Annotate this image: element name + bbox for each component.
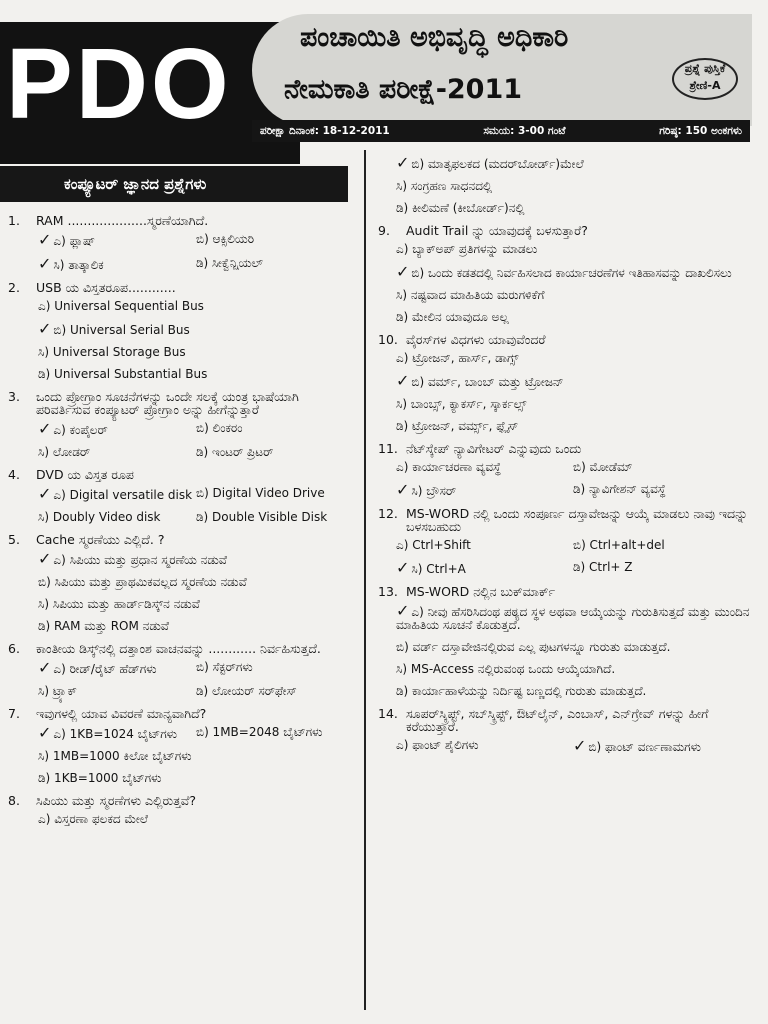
pdo-logo: PDO (6, 28, 232, 140)
tick-mark-icon: ✓ (38, 549, 52, 568)
q2-option-d: ಡಿ) Universal Substantial Bus (38, 367, 208, 381)
q11-options-row2: ✓ ಸಿ) ಬ್ರೌಸರ್ ಡಿ) ನ್ಯಾವಿಗೇಶನ್ ವ್ಯವಸ್ಥೆ (396, 480, 666, 499)
question-14: 14. ಸೂಪರ್‌ಸ್ಕ್ರಿಪ್ಟ್, ಸಬ್‌ಸ್ಕ್ರಿಪ್ಟ್, ಔಟ್‌ಲೈನ್, ಎಂಬಾಸ್, ಎನ್‌ಗ್ರೇವ್ ಗಳನ್ನು ಹೀಗೆ ಕರೆಯುತ್ತಾರೆ. (378, 706, 709, 734)
question-7: 7. ಇವುಗಳಲ್ಲಿ ಯಾವ ವಿವರಣೆ ಮಾನ್ಯವಾಗಿದೆ? (8, 706, 207, 721)
question-8: 8. ಸಿಪಿಯು ಮತ್ತು ಸ್ಮರಣೆಗಳು ಎಲ್ಲಿರುತ್ತವೆ? (8, 793, 196, 808)
q7-option-c: ಸಿ) 1MB=1000 ಕಿಲೋ ಬೈಟ್‌ಗಳು (38, 749, 192, 763)
q10-option-d: ಡಿ) ಟ್ರೋಜನ್, ವರ್ಮ್ಸ್, ಫ್ಲೈಸ್ (396, 419, 519, 433)
column-divider (364, 150, 366, 1010)
tick-mark-icon: ✓ (38, 230, 52, 249)
series-stamp (672, 58, 738, 100)
question-13: 13. MS-WORD ನಲ್ಲಿನ ಬುಕ್‌ಮಾರ್ಕ್ (378, 584, 556, 599)
section-banner: ಕಂಪ್ಯೂಟರ್ ಜ್ಞಾನದ ಪ್ರಶ್ನೆಗಳು (0, 166, 348, 202)
q7-option-d: ಡಿ) 1KB=1000 ಬೈಟ್‌ಗಳು (38, 771, 162, 785)
q4-options-row2: ಸಿ) Doubly Video disk ಡಿ) Double Visible Disk (38, 510, 328, 524)
q3-options-row1: ✓ ಎ) ಕಂಪೈಲರ್ ಬಿ) ಲಿಂಕರಂ (38, 419, 243, 438)
q8-option-d: ಡಿ) ಕೀಲಿಮಣೆ (ಕೀಬೋರ್ಡ್)ನಲ್ಲಿ (396, 201, 525, 215)
question-11: 11. ನೆಟ್‌ಸ್ಕೇಪ್ ನ್ಯಾವಿಗೇಟರ್ ಎನ್ನುವುದು ಒಂದು (378, 441, 582, 456)
q13-option-a: ✓ ಎ) ನೀವು ಹೆಸರಿಸಿದಂಥ ಪಠ್ಯದ ಸ್ಥಳ ಅಥವಾ ಆಯ್ಕೆಯನ್ನು ಗುರುತಿಸುತ್ತದೆ ಮತ್ತು ಮುಂದಿನ ಮಾಹಿತಿಯ ಸೂಚನೆ ಕೊಡುತ್ತದೆ. (396, 601, 750, 632)
q13-option-c: ಸಿ) MS-Access ನಲ್ಲಿರುವಂಥ ಒಂದು ಆಯ್ಕೆಯಾಗಿದೆ. (396, 662, 616, 676)
q5-option-b: ಬಿ) ಸಿಪಿಯು ಮತ್ತು ಪ್ರಾಥಮಿಕವಲ್ಲದ ಸ್ಮರಣೆಯ ನಡುವೆ (38, 575, 247, 589)
q1-options-row2: ✓ ಸಿ) ತಾತ್ಕಾಲಿಕ ಡಿ) ಸೀಕ್ವೆನ್ಷಿಯಲ್ (38, 254, 263, 273)
left-column (8, 214, 354, 835)
q1-options-row1: ✓ ಎ) ಫ್ಲಾಷ್ ಬಿ) ಆಕ್ಸಿಲಿಯರಿ (38, 230, 255, 249)
stamp-line1: ಪ್ರಶ್ನೆ ಪುಸ್ತಿಕೆ (684, 62, 726, 75)
q9-option-a: ಎ) ಬ್ಯಾಕ್‌ಅಪ್ ಪ್ರತಿಗಳನ್ನು ಮಾಡಲು (396, 242, 538, 256)
tick-mark-icon: ✓ (573, 736, 587, 755)
question-4: 4. DVD ಯ ವಿಸ್ತತ ರೂಪ (8, 467, 134, 482)
q9-option-b: ✓ ಬಿ) ಒಂದು ಕಡತದಲ್ಲಿ ನಿರ್ವಹಿಸಲಾದ ಕಾರ್ಯಾಚರಣೆಗಳ ಇತಿಹಾಸವನ್ನು ದಾಖಲಿಸಲು (396, 262, 732, 281)
tick-mark-icon: ✓ (38, 319, 52, 338)
question-6: 6. ಕಾಂತೀಯ ಡಿಸ್ಕ್‌ನಲ್ಲಿ ದತ್ತಾಂಶ ವಾಚನವನ್ನು ............ ನಿರ್ವಹಿಸುತ್ತದೆ. (8, 641, 321, 656)
q4-options-row1: ✓ ಎ) Digital versatile disk ಬಿ) Digital Video Drive (38, 484, 325, 503)
q9-option-c: ಸಿ) ನಷ್ಟವಾದ ಮಾಹಿತಿಯ ಮರುಗಳಿಕೆಗೆ (396, 288, 545, 302)
exam-info-strip (252, 120, 750, 142)
q13-option-d: ಡಿ) ಕಾರ್ಯಾಹಾಳೆಯನ್ನು ನಿರ್ದಿಷ್ಟ ಬಣ್ಣದಲ್ಲಿ ಗುರುತು ಮಾಡುತ್ತದೆ. (396, 684, 647, 698)
exam-subtitle: ನೇಮಕಾತಿ ಪರೀಕ್ಷೆ-2011 (284, 74, 523, 105)
q6-options-row2: ಸಿ) ಟ್ರ್ಯಾಕ್ ಡಿ) ಲೋಯರ್ ಸರ್‌ಫೇಸ್ (38, 684, 297, 698)
question-10: 10. ವೈರಸ್‌ಗಳ ವಿಧಗಳು ಯಾವುವೆಂದರೆ (378, 332, 546, 347)
tick-mark-icon: ✓ (38, 254, 52, 273)
q8-option-b: ✓ ಬಿ) ಮಾತೃಫಲಕದ (ಮದರ್‌ಬೋರ್ಡ್)ಮೇಲೆ (396, 153, 584, 172)
q8-option-a: ಎ) ವಿಸ್ತರಣಾ ಫಲಕದ ಮೇಲೆ (38, 812, 149, 826)
question-5: 5. Cache ಸ್ಮರಣೆಯು ಎಲ್ಲಿದೆ. ? (8, 532, 165, 547)
exam-title: ಪಂಚಾಯಿತಿ ಅಭಿವೃದ್ಧಿ ಅಧಿಕಾರಿ (300, 22, 569, 53)
q10-option-a: ಎ) ಟ್ರೋಜನ್, ಹಾರ್ಸ್, ಡಾಗ್ಸ್ (396, 351, 519, 365)
q10-option-c: ಸಿ) ಬಾಂಬ್ಸ್, ಕ್ಯಾಕರ್ಸ್, ಸ್ಕಾರ್ಕಲ್ಸ್ (396, 397, 527, 411)
q2-option-b: ✓ ಬಿ) Universal Serial Bus (38, 319, 190, 338)
q5-option-d: ಡಿ) RAM ಮತ್ತು ROM ನಡುವೆ (38, 619, 169, 633)
q10-option-b: ✓ ಬಿ) ವರ್ಮ್, ಬಾಂಬ್ ಮತ್ತು ಟ್ರೋಜನ್ (396, 371, 564, 390)
question-9: 9. Audit Trail ನ್ನು ಯಾವುದಕ್ಕೆ ಬಳಸುತ್ತಾರೆ? (378, 223, 588, 238)
tick-mark-icon: ✓ (38, 723, 52, 742)
tick-mark-icon: ✓ (396, 480, 410, 499)
max-marks: ಗರಿಷ್ಠ: 150 ಅಂಕಗಳು (659, 125, 742, 137)
q5-option-a: ✓ ಎ) ಸಿಪಿಯು ಮತ್ತು ಪ್ರಧಾನ ಸ್ಮರಣೆಯ ನಡುವೆ (38, 549, 227, 568)
exam-time: ಸಮಯ: 3-00 ಗಂಟೆ (483, 125, 566, 137)
tick-mark-icon: ✓ (38, 419, 52, 438)
q9-option-d: ಡಿ) ಮೇಲಿನ ಯಾವುದೂ ಅಲ್ಲ (396, 310, 509, 324)
tick-mark-icon: ✓ (396, 601, 410, 620)
tick-mark-icon: ✓ (396, 371, 410, 390)
q3-options-row2: ಸಿ) ಲೋಡರ್ ಡಿ) ಇಂಟರ್ ಪ್ರಿಟರ್ (38, 445, 274, 459)
q13-option-b: ಬಿ) ವರ್ಡ್ ದಸ್ತಾವೇಜಿನಲ್ಲಿರುವ ಎಲ್ಲ ಪುಟಗಳನ್ನೂ ಗುರುತು ಮಾಡುತ್ತದೆ. (396, 640, 671, 654)
q8-option-c: ಸಿ) ಸಂಗ್ರಹಣ ಸಾಧನದಲ್ಲಿ (396, 179, 493, 193)
tick-mark-icon: ✓ (38, 484, 52, 503)
stamp-line2: ಶ್ರೇಣಿ-A (689, 79, 721, 92)
q2-option-a: ಎ) Universal Sequential Bus (38, 299, 204, 313)
q5-option-c: ಸಿ) ಸಿಪಿಯು ಮತ್ತು ಹಾರ್ಡ್‌ಡಿಸ್ಕ್‌ನ ನಡುವೆ (38, 597, 200, 611)
q7-options-row1: ✓ ಎ) 1KB=1024 ಬೈಟ್‌ಗಳು ಬಿ) 1MB=2048 ಬೈಟ್‌ಗಳು (38, 723, 323, 742)
q11-options-row1: ಎ) ಕಾರ್ಯಾಚರಣಾ ವ್ಯವಸ್ಥೆ ಬಿ) ಮೋಡೆಮ್ (396, 460, 633, 474)
tick-mark-icon: ✓ (396, 153, 410, 172)
question-2: 2. USB ಯ ವಿಸ್ತತರೂಪ............ (8, 280, 176, 295)
q6-options-row1: ✓ ಎ) ರೀಡ್/ರೈಟ್ ಹೆಡ್‌ಗಳು ಬಿ) ಸೆಕ್ಟರ್‌ಗಳು (38, 658, 253, 677)
tick-mark-icon: ✓ (396, 262, 410, 281)
question-3: 3. ಒಂದು ಪ್ರೋಗ್ರಾಂ ಸೂಚನೆಗಳನ್ನು ಒಂದೇ ಸಲಕ್ಕೆ ಯಂತ್ರ ಭಾಷೆಯಾಗಿ ಪರಿವರ್ತಿಸುವ ಕಂಪ್ಯೂಟರ್ ಪ್ರೋಗ್ರಾಂ ಅನ್ನು ಹೀಗೆನ್ನುತ್ತಾರೆ (8, 389, 299, 417)
q14-options-row1: ಎ) ಫಾಂಟ್ ಶೈಲಿಗಳು ✓ ಬಿ) ಫಾಂಟ್ ವರ್ಣಣಾಮಗಳು (396, 736, 701, 755)
question-12: 12. MS-WORD ನಲ್ಲಿ ಒಂದು ಸಂಪೂರ್ಣ ದಸ್ತಾವೇಜನ್ನು ಆಯ್ಕೆ ಮಾಡಲು ನಾವು ಇದನ್ನು ಬಳಸಬಹುದು (378, 506, 748, 534)
tick-mark-icon: ✓ (38, 658, 52, 677)
exam-date: ಪರೀಕ್ಷಾ ದಿನಾಂಕ: 18-12-2011 (260, 125, 390, 137)
right-column (378, 153, 750, 763)
question-1: 1. RAM ....................ಸ್ಮರಣೆಯಾಗಿದೆ. (8, 213, 209, 228)
tick-mark-icon: ✓ (396, 558, 410, 577)
q12-options-row2: ✓ ಸಿ) Ctrl+A ಡಿ) Ctrl+ Z (396, 558, 633, 577)
q12-options-row1: ಎ) Ctrl+Shift ಬಿ) Ctrl+alt+del (396, 538, 665, 552)
q2-option-c: ಸಿ) Universal Storage Bus (38, 345, 186, 359)
